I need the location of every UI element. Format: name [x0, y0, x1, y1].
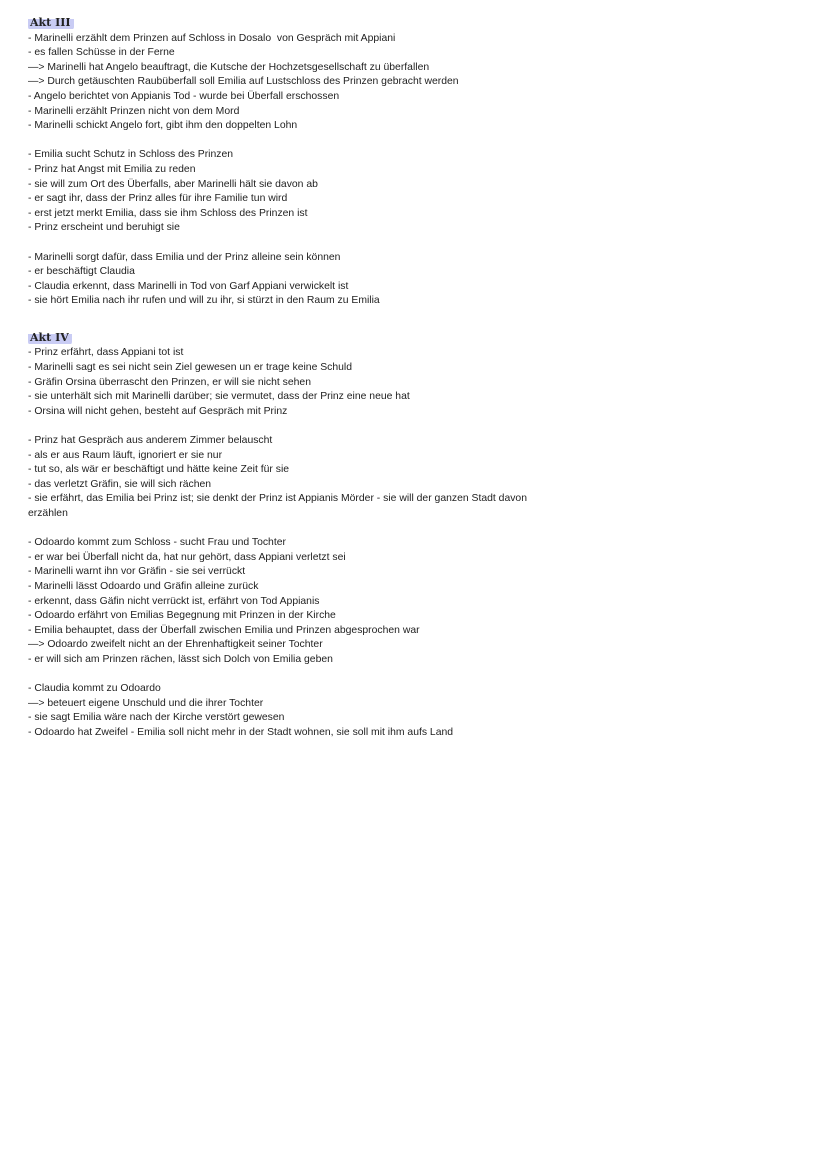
bullet-line: - Prinz hat Gespräch aus anderem Zimmer belauscht [28, 435, 273, 447]
bullet-line: - Claudia erkennt, dass Marinelli in Tod von Garf Appiani verwickelt ist [28, 280, 349, 292]
bullet-block [28, 434, 808, 522]
section-act-4 [28, 331, 808, 741]
bullet-line: - Prinz hat Angst mit Emilia zu reden [28, 163, 196, 175]
bullet-line: - erkennt, dass Gäfin nicht verrückt ist, erfährt von Tod Appianis [28, 595, 320, 607]
bullet-line: - er will sich am Prinzen rächen, lässt sich Dolch von Emilia geben [28, 653, 333, 665]
bullet-line: - Odoardo hat Zweifel - Emilia soll nicht mehr in der Stadt wohnen, sie soll mit ihm aufs Land [28, 726, 454, 738]
bullet-line: - sie will zum Ort des Überfalls, aber Marinelli hält sie davon ab [28, 178, 318, 190]
bullet-line: - als er aus Raum läuft, ignoriert er sie nur [28, 449, 223, 461]
bullet-line: - Marinelli erzählt Prinzen nicht von dem Mord [28, 105, 240, 117]
section-heading-row [28, 16, 808, 32]
bullet-line: - erst jetzt merkt Emilia, dass sie ihm Schloss des Prinzen ist [28, 207, 308, 219]
bullet-block [28, 148, 808, 236]
bullet-line: - Marinelli schickt Angelo fort, gibt ihm den doppelten Lohn [28, 120, 298, 132]
paragraph-spacer [28, 522, 808, 537]
bullet-line: - Angelo berichtet von Appianis Tod - wurde bei Überfall erschossen [28, 90, 340, 102]
bullet-line: - es fallen Schüsse in der Ferne [28, 47, 175, 59]
bullet-block [28, 346, 808, 419]
bullet-line: - er sagt ihr, dass der Prinz alles für ihre Familie tun wird [28, 193, 288, 205]
bullet-line: - Claudia kommt zu Odoardo [28, 683, 161, 695]
paragraph-spacer [28, 668, 808, 683]
bullet-line: - Odoardo erfährt von Emilias Begegnung mit Prinzen in der Kirche [28, 610, 336, 622]
bullet-line: - er beschäftigt Claudia [28, 266, 135, 278]
bullet-line: - Marinelli erzählt dem Prinzen auf Schloss in Dosalo von Gespräch mit Appiani [28, 32, 396, 44]
bullet-line: - Marinelli sorgt dafür, dass Emilia und der Prinz alleine sein können [28, 251, 341, 263]
bullet-line: - Marinelli lässt Odoardo und Gräfin alleine zurück [28, 580, 259, 592]
bullet-line: - Marinelli sagt es sei nicht sein Ziel gewesen un er trage keine Schuld [28, 362, 353, 374]
section-heading-row [28, 331, 808, 347]
paragraph-spacer [28, 236, 808, 251]
section-heading: Akt IV [28, 331, 72, 345]
document-page [28, 16, 808, 741]
bullet-line: - sie erfährt, das Emilia bei Prinz ist; sie denkt der Prinz ist Appianis Mörder - sie will der ganzen Stadt davon [28, 493, 527, 505]
bullet-block [28, 536, 808, 667]
bullet-line: - Emilia behauptet, dass der Überfall zwischen Emilia und Prinzen abgesprochen war [28, 624, 420, 636]
bullet-line: —> Marinelli hat Angelo beauftragt, die Kutsche der Hochzetsgesellschaft zu überfallen [28, 61, 430, 73]
bullet-line: - sie unterhält sich mit Marinelli darüber; sie vermutet, dass der Prinz eine neue hat [28, 391, 410, 403]
bullet-line: - sie hört Emilia nach ihr rufen und will zu ihr, si stürzt in den Raum zu Emilia [28, 295, 380, 307]
bullet-line: - er war bei Überfall nicht da, hat nur gehört, dass Appiani verletzt sei [28, 551, 346, 563]
section-act-3 [28, 16, 808, 309]
bullet-line: - das verletzt Gräfin, sie will sich rächen [28, 478, 212, 490]
bullet-line: —> Odoardo zweifelt nicht an der Ehrenhaftigkeit seiner Tochter [28, 639, 323, 651]
paragraph-spacer [28, 134, 808, 149]
section-spacer [28, 309, 808, 331]
bullet-line: - Prinz erfährt, dass Appiani tot ist [28, 347, 184, 359]
bullet-line: - Prinz erscheint und beruhigt sie [28, 222, 180, 234]
bullet-line: - tut so, als wär er beschäftigt und hätte keine Zeit für sie [28, 464, 290, 476]
paragraph-spacer [28, 419, 808, 434]
bullet-line: - Odoardo kommt zum Schloss - sucht Frau und Tochter [28, 537, 286, 549]
bullet-block [28, 682, 808, 740]
bullet-line: —> beteuert eigene Unschuld und die ihrer Tochter [28, 697, 264, 709]
bullet-line: - sie sagt Emilia wäre nach der Kirche verstört gewesen [28, 712, 285, 724]
bullet-line: erzählen [28, 508, 68, 519]
bullet-block [28, 251, 808, 309]
bullet-line: - Marinelli warnt ihn vor Gräfin - sie sei verrückt [28, 566, 246, 578]
bullet-line: - Orsina will nicht gehen, besteht auf Gespräch mit Prinz [28, 405, 288, 417]
section-heading: Akt III [28, 16, 74, 30]
bullet-block [28, 32, 808, 134]
bullet-line: —> Durch getäuschten Raubüberfall soll Emilia auf Lustschloss des Prinzen gebracht werden [28, 76, 459, 88]
bullet-line: - Emilia sucht Schutz in Schloss des Prinzen [28, 149, 234, 161]
bullet-line: - Gräfin Orsina überrascht den Prinzen, er will sie nicht sehen [28, 376, 311, 388]
